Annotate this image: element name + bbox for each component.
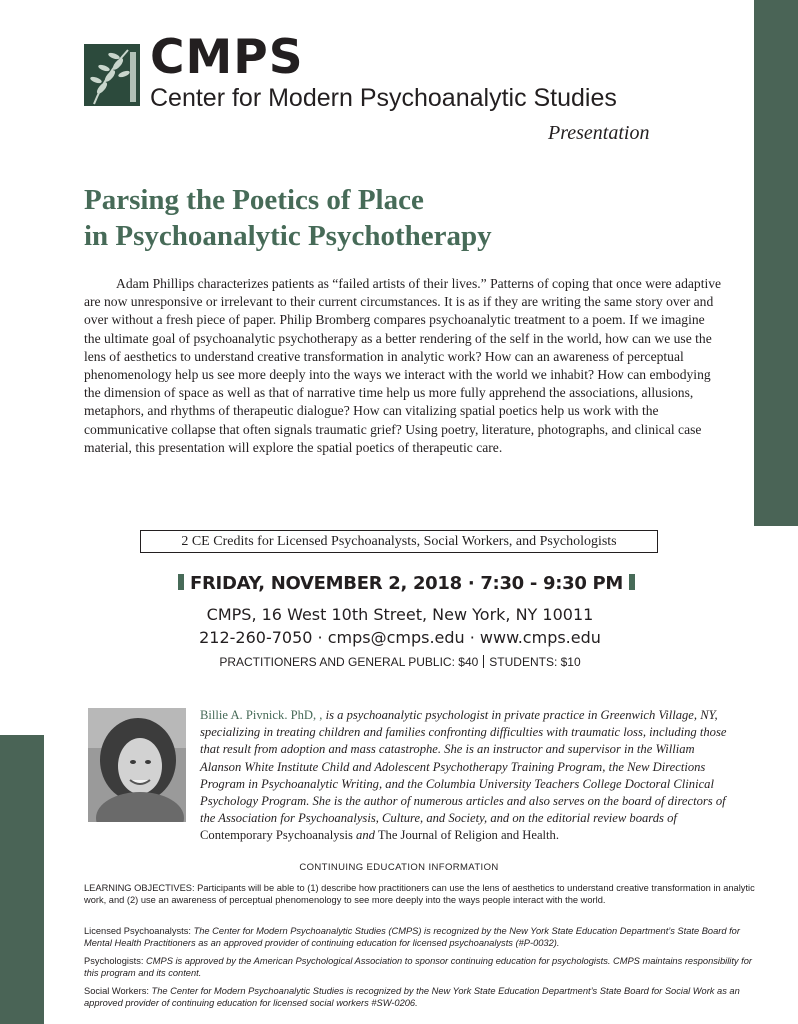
ce-psychologists-text: CMPS is approved by the American Psychological Association to sponsor continuing education for psychologists. CMPS maintains responsibility for this program and its content. bbox=[84, 956, 752, 979]
date-time-text: FRIDAY, NOVEMBER 2, 2018 · 7:30 - 9:30 PM bbox=[190, 573, 624, 594]
event-title bbox=[84, 182, 492, 254]
event-date-time bbox=[178, 572, 622, 596]
speaker-bio-text: is a psychoanalytic psychologist in private practice in Greenwich Village, NY, specializing in treating children and families confronting difficulties with traumatic loss, including those that result from adoption and mass catastrophe. She is an instructor and supervisor in the William Alanson White Institute Child and Adolescent Psychotherapy Training Program, the New Directions Program in Psychoanalytic Writing, and the Columbia University Teachers College Doctoral Clinical Psychology Program. She is the author of numerous articles and also serves on the board of directors of the Association for Psychoanalysis, Culture, and Society, and on the editorial review boards of bbox=[200, 708, 727, 826]
speaker-photo bbox=[88, 708, 186, 822]
cmps-laurel-logo-icon bbox=[84, 44, 140, 106]
ce-credits-box: 2 CE Credits for Licensed Psychoanalysts, Social Workers, and Psychologists bbox=[140, 530, 658, 553]
speaker-bio bbox=[200, 707, 734, 845]
speaker-journal-1: Contemporary Psychoanalysis bbox=[200, 828, 353, 843]
event-title-line-2: in Psychoanalytic Psychotherapy bbox=[84, 220, 492, 252]
event-address: CMPS, 16 West 10th Street, New York, NY 10011 bbox=[206, 605, 594, 624]
event-type-label: Presentation bbox=[548, 122, 650, 144]
ce-info-heading: CONTINUING EDUCATION INFORMATION bbox=[299, 862, 499, 873]
speaker-bio-and: and bbox=[356, 828, 375, 843]
ce-psychoanalysts bbox=[84, 925, 758, 950]
price-students: STUDENTS: $10 bbox=[489, 655, 581, 669]
event-title-line-1: Parsing the Poetics of Place bbox=[84, 184, 424, 216]
ce-social-workers bbox=[84, 985, 758, 1010]
date-bar-left-icon bbox=[178, 574, 184, 590]
price-separator bbox=[483, 655, 484, 668]
ce-social-workers-label: Social Workers: bbox=[84, 986, 149, 996]
learning-objectives bbox=[84, 882, 758, 907]
ce-psychoanalysts-label: Licensed Psychoanalysts: bbox=[84, 926, 191, 936]
date-bar-right-icon bbox=[629, 574, 635, 590]
ce-psychologists-label: Psychologists: bbox=[84, 956, 144, 966]
ce-psychoanalysts-text: The Center for Modern Psychoanalytic Studies (CMPS) is recognized by the New York State Education Department’s State Board for Mental Health Practitioners as an approved provider of continuing education for licensed psychoanalysts (#P-0032). bbox=[84, 926, 740, 949]
org-short-name: CMPS bbox=[150, 30, 304, 85]
event-contact: 212-260-7050 · cmps@cmps.edu · www.cmps.edu bbox=[199, 628, 601, 647]
decorative-side-bar-left bbox=[0, 735, 44, 1024]
speaker-journal-2: The Journal of Religion and Health. bbox=[377, 828, 559, 843]
event-pricing bbox=[120, 653, 680, 671]
ce-psychologists bbox=[84, 955, 758, 980]
ce-social-workers-text: The Center for Modern Psychoanalytic Studies is recognized by the New York State Education Department’s State Board for Social Work as an approved provider of continuing education for licensed social workers #SW-0206. bbox=[84, 986, 740, 1009]
price-public: PRACTITIONERS AND GENERAL PUBLIC: $40 bbox=[219, 655, 479, 669]
speaker-name: Billie A. Pivnick. PhD, , bbox=[200, 708, 323, 722]
learning-objectives-label: LEARNING OBJECTIVES: bbox=[84, 883, 195, 893]
decorative-side-bar-right bbox=[754, 0, 798, 526]
learning-objectives-text: Participants will be able to (1) describe how practitioners can use the lens of aesthetics to understand creative transformation in analytic work, and (2) use an awareness of perceptual phenomenology to see more deeply into the ways people interact with the world. bbox=[84, 883, 755, 906]
org-full-name: Center for Modern Psychoanalytic Studies bbox=[150, 84, 617, 112]
event-description: Adam Phillips characterizes patients as “failed artists of their lives.” Patterns of coping that once were adaptive are now unresponsive or irrelevant to their current circumstances. It is as if they are writing the same story over and over without a fresh piece of paper. Philip Bromberg compares psychoanalytic treatment to a poem. If we imagine the ultimate goal of psychoanalytic psychotherapy as a better rendering of the self in the world, how can we use the lens of aesthetics to understand creative transformation in analytic work? How can an awareness of perceptual phenomenology help us see more deeply into the ways we interact with the world we inhabit? How can embodying the dimension of space as well as that of narrative time help us more fully apprehend the associations, allusions, metaphors, and rhythms of therapeutic dialogue? How can vitalizing spatial poetics help us work with the communicative collapse that often signals traumatic grief? Using poetry, literature, photographs, and clinical case material, this presentation will explore the spatial poetics of therapeutic care. bbox=[84, 276, 722, 455]
